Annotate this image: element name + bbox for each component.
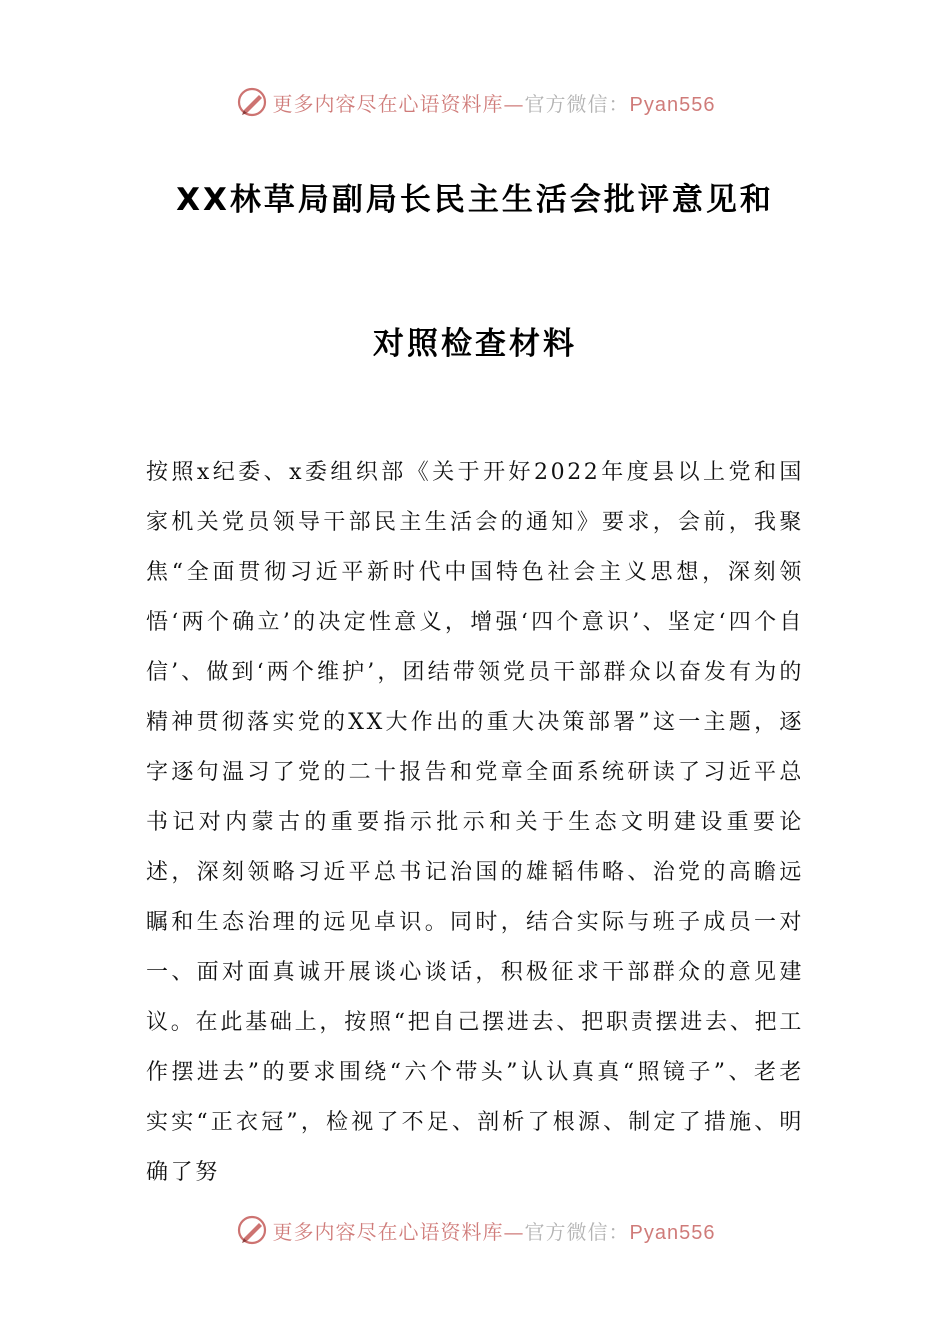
watermark-text: 更多内容尽在心语资料库—官方微信：Pyan556 <box>272 91 716 116</box>
watermark-wechat-id: Pyan556 <box>629 93 716 116</box>
footer-watermark <box>0 1210 950 1250</box>
header-watermark <box>0 82 950 122</box>
watermark-wechat-label: 官方微信： <box>524 91 630 116</box>
watermark-text: 更多内容尽在心语资料库—官方微信：Pyan556 <box>272 1219 716 1244</box>
watermark-wechat-id: Pyan556 <box>629 1221 716 1244</box>
pen-logo-icon <box>235 85 269 119</box>
document-title-line-2: 对照检查材料 <box>373 326 577 362</box>
pen-logo-icon <box>235 1213 269 1247</box>
document-title-line-1: XX林草局副局长民主生活会批评意见和 <box>176 182 774 218</box>
body-paragraph: 按照x纪委、x委组织部《关于开好2022年度县以上党和国家机关党员领导干部民主生活会的通知》要求，会前，我聚焦“全面贯彻习近平新时代中国特色社会主义思想，深刻领悟‘两个确立’的决定性意义，增强‘四个意识’、坚定‘四个自信’、做到‘两个维护’，团结带领党员干部群众以奋发有为的精神贯彻落实党的XX大作出的重大决策部署”这一主题，逐字逐句温习了党的二十报告和党章全面系统研读了习近平总书记对内蒙古的重要指示批示和关于生态文明建设重要论述，深刻领略习近平总书记治国的雄韬伟略、治党的高瞻远瞩和生态治理的远见卓识。同时，结合实际与班子成员一对一、面对面真诚开展谈心谈话，积极征求干部群众的意见建议。在此基础上，按照“把自己摆进去、把职责摆进去、把工作摆进去”的要求围绕“六个带头”认认真真“照镜子”、老老实实“正衣冠”，检视了不足、剖析了根源、制定了措施、明确了努 <box>146 460 804 1185</box>
watermark-wechat-label: 官方微信： <box>524 1219 630 1244</box>
